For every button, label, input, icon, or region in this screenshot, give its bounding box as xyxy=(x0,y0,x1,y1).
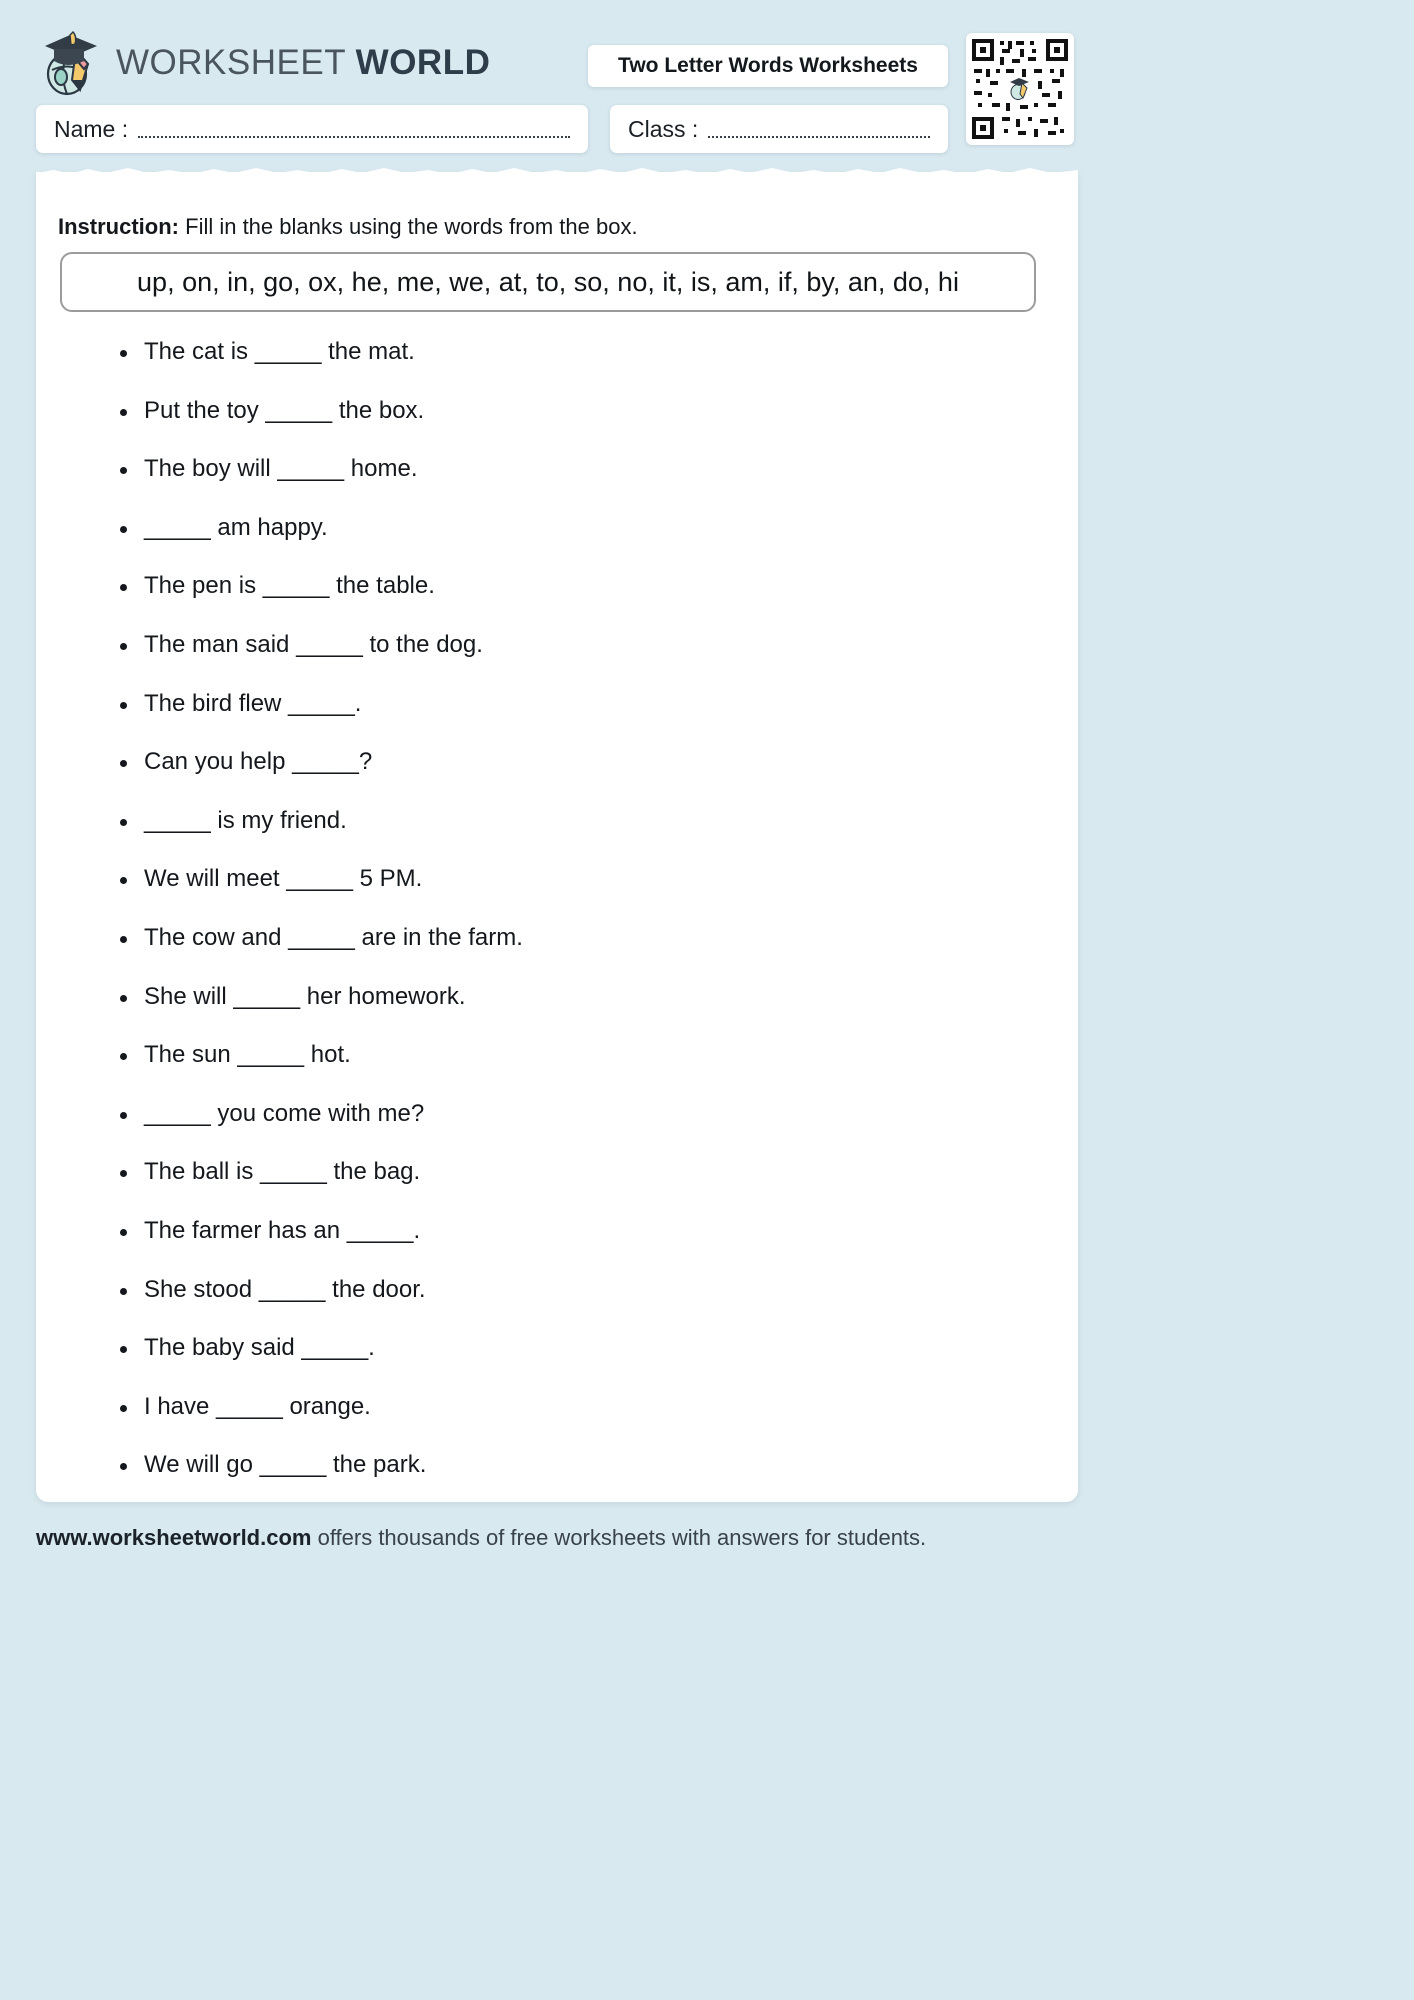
list-item: _____ is my friend. xyxy=(144,801,1056,860)
torn-paper-edge xyxy=(36,164,1078,180)
qr-finder-top-left xyxy=(972,39,994,61)
list-item: We will meet _____ 5 PM. xyxy=(144,859,1056,918)
class-field-label: Class : xyxy=(628,115,699,142)
qr-code-grid xyxy=(972,39,1068,139)
worksheet-title-badge xyxy=(588,45,948,87)
brand-logo xyxy=(40,30,490,96)
list-item: She stood _____ the door. xyxy=(144,1270,1056,1329)
brand-name-primary: WORKSHEET xyxy=(116,43,346,82)
list-item: The pen is _____ the table. xyxy=(144,566,1056,625)
list-item: The cow and _____ are in the farm. xyxy=(144,918,1056,977)
class-field[interactable] xyxy=(610,105,948,153)
footer-site-link[interactable]: www.worksheetworld.com xyxy=(36,1525,312,1550)
list-item: The man said _____ to the dog. xyxy=(144,625,1056,684)
name-field[interactable] xyxy=(36,105,588,153)
class-field-input[interactable] xyxy=(708,136,930,138)
word-bank-list: up, on, in, go, ox, he, me, we, at, to, so, no, it, is, am, if, by, an, do, hi xyxy=(137,266,959,297)
list-item: The farmer has an _____. xyxy=(144,1211,1056,1270)
graduation-cap-pencil-logo xyxy=(40,30,102,96)
list-item: The cat is _____ the mat. xyxy=(144,332,1056,391)
brand-name xyxy=(116,43,490,83)
page-title: Two Letter Words Worksheets xyxy=(618,54,918,77)
list-item: I have _____ orange. xyxy=(144,1387,1056,1446)
footer-text: offers thousands of free worksheets with answers for students. xyxy=(311,1525,927,1550)
word-bank-box xyxy=(60,252,1036,312)
page-footer xyxy=(36,1525,1078,1551)
page-header xyxy=(0,0,1414,178)
list-item: She will _____ her homework. xyxy=(144,977,1056,1036)
qr-embedded-logo-icon xyxy=(1008,77,1032,101)
list-item: _____ you come with me? xyxy=(144,1094,1056,1153)
question-list xyxy=(106,332,1056,1504)
instruction-text: Fill in the blanks using the words from the box. xyxy=(185,214,638,239)
brand-name-secondary: WORLD xyxy=(355,43,491,82)
name-field-label: Name : xyxy=(54,115,129,142)
qr-finder-top-right xyxy=(1046,39,1068,61)
list-item: We will go _____ the park. xyxy=(144,1445,1056,1504)
worksheet-paper xyxy=(36,172,1078,1502)
qr-code[interactable] xyxy=(966,33,1074,145)
list-item: The baby said _____. xyxy=(144,1328,1056,1387)
name-field-input[interactable] xyxy=(138,136,570,138)
list-item: _____ am happy. xyxy=(144,508,1056,567)
list-item: The ball is _____ the bag. xyxy=(144,1152,1056,1211)
instruction xyxy=(58,214,638,240)
list-item: The boy will _____ home. xyxy=(144,449,1056,508)
list-item: The bird flew _____. xyxy=(144,684,1056,743)
list-item: Put the toy _____ the box. xyxy=(144,391,1056,450)
instruction-label: Instruction: xyxy=(58,214,179,239)
list-item: The sun _____ hot. xyxy=(144,1035,1056,1094)
qr-finder-bottom-left xyxy=(972,117,994,139)
list-item: Can you help _____? xyxy=(144,742,1056,801)
